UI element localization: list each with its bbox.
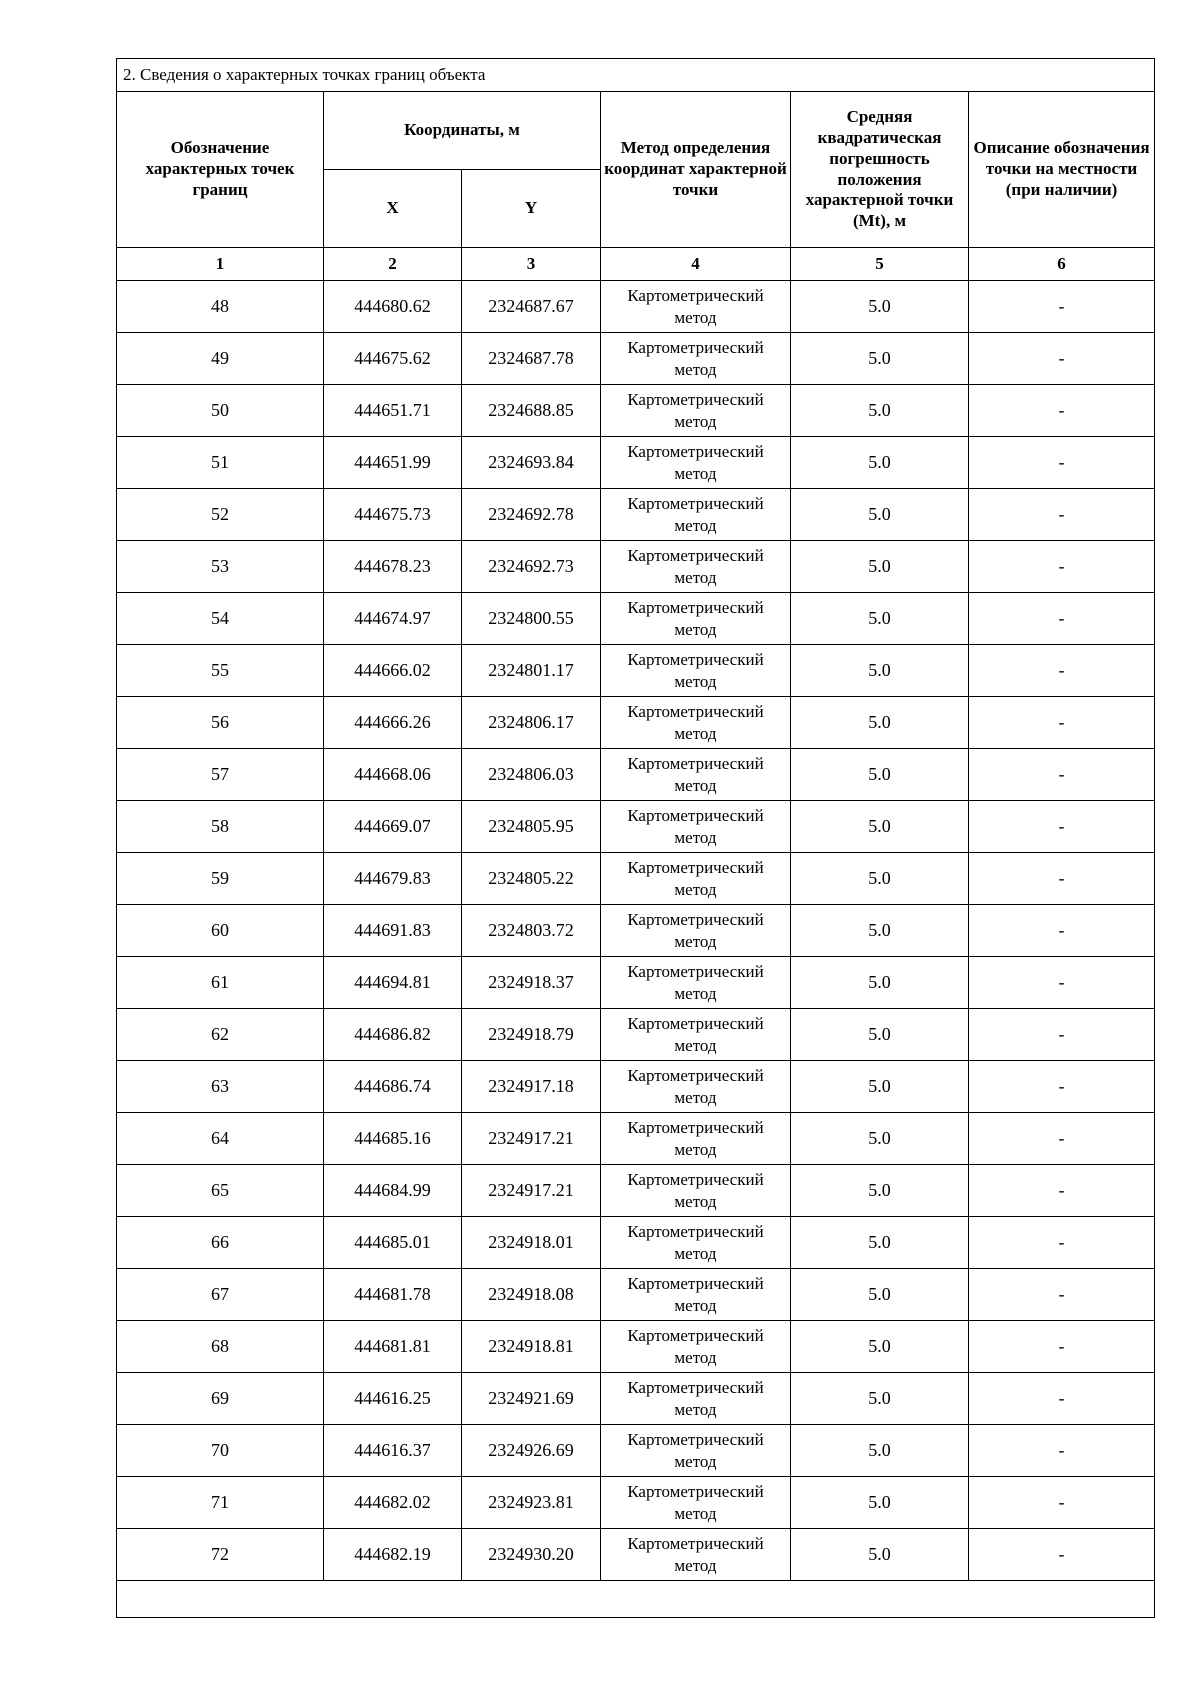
accuracy-cell: 5.0 — [791, 489, 969, 541]
accuracy-cell: 5.0 — [791, 1269, 969, 1321]
description-cell: - — [969, 801, 1155, 853]
x-cell: 444616.25 — [324, 1373, 462, 1425]
method-cell: Картометрический метод — [601, 1269, 791, 1321]
x-cell: 444674.97 — [324, 593, 462, 645]
table-footer-row — [117, 1581, 1155, 1618]
y-cell: 2324687.78 — [462, 333, 601, 385]
method-cell: Картометрический метод — [601, 1477, 791, 1529]
y-cell: 2324800.55 — [462, 593, 601, 645]
accuracy-cell: 5.0 — [791, 593, 969, 645]
accuracy-cell: 5.0 — [791, 1477, 969, 1529]
description-cell: - — [969, 541, 1155, 593]
y-cell: 2324801.17 — [462, 645, 601, 697]
description-cell: - — [969, 1269, 1155, 1321]
point-cell: 48 — [117, 281, 324, 333]
point-cell: 54 — [117, 593, 324, 645]
point-cell: 58 — [117, 801, 324, 853]
column-number: 4 — [601, 248, 791, 281]
y-cell: 2324918.79 — [462, 1009, 601, 1061]
method-cell: Картометрический метод — [601, 749, 791, 801]
description-cell: - — [969, 1529, 1155, 1581]
y-cell: 2324803.72 — [462, 905, 601, 957]
point-cell: 70 — [117, 1425, 324, 1477]
column-number: 5 — [791, 248, 969, 281]
x-cell: 444680.62 — [324, 281, 462, 333]
x-cell: 444681.78 — [324, 1269, 462, 1321]
x-cell: 444685.01 — [324, 1217, 462, 1269]
table-row — [117, 957, 1155, 1009]
accuracy-cell: 5.0 — [791, 1217, 969, 1269]
accuracy-cell: 5.0 — [791, 1529, 969, 1581]
accuracy-cell: 5.0 — [791, 1373, 969, 1425]
description-cell: - — [969, 1373, 1155, 1425]
method-cell: Картометрический метод — [601, 1373, 791, 1425]
table-row — [117, 801, 1155, 853]
table-row — [117, 489, 1155, 541]
method-cell: Картометрический метод — [601, 645, 791, 697]
header-description: Описание обозначения точки на местности (при наличии) — [969, 92, 1155, 248]
accuracy-cell: 5.0 — [791, 1061, 969, 1113]
table-row — [117, 749, 1155, 801]
method-cell: Картометрический метод — [601, 697, 791, 749]
point-cell: 49 — [117, 333, 324, 385]
point-cell: 62 — [117, 1009, 324, 1061]
point-cell: 59 — [117, 853, 324, 905]
x-cell: 444669.07 — [324, 801, 462, 853]
point-cell: 69 — [117, 1373, 324, 1425]
point-cell: 71 — [117, 1477, 324, 1529]
description-cell: - — [969, 593, 1155, 645]
method-cell: Картометрический метод — [601, 593, 791, 645]
table-row — [117, 697, 1155, 749]
description-cell: - — [969, 749, 1155, 801]
y-cell: 2324921.69 — [462, 1373, 601, 1425]
method-cell: Картометрический метод — [601, 853, 791, 905]
point-cell: 63 — [117, 1061, 324, 1113]
point-cell: 61 — [117, 957, 324, 1009]
document-sheet — [116, 58, 1154, 1618]
x-cell: 444681.81 — [324, 1321, 462, 1373]
column-number: 6 — [969, 248, 1155, 281]
y-cell: 2324917.21 — [462, 1165, 601, 1217]
description-cell: - — [969, 489, 1155, 541]
x-cell: 444694.81 — [324, 957, 462, 1009]
column-number: 2 — [324, 248, 462, 281]
method-cell: Картометрический метод — [601, 1529, 791, 1581]
x-cell: 444686.74 — [324, 1061, 462, 1113]
point-cell: 51 — [117, 437, 324, 489]
table-row — [117, 1477, 1155, 1529]
description-cell: - — [969, 1113, 1155, 1165]
accuracy-cell: 5.0 — [791, 1009, 969, 1061]
table-row — [117, 593, 1155, 645]
column-number-row — [117, 248, 1155, 281]
description-cell: - — [969, 905, 1155, 957]
header-accuracy: Средняя квадратическая погрешность положения характерной точки (Mt), м — [791, 92, 969, 248]
method-cell: Картометрический метод — [601, 489, 791, 541]
point-cell: 66 — [117, 1217, 324, 1269]
description-cell: - — [969, 1425, 1155, 1477]
header-point-label: Обозначение характерных точек границ — [117, 92, 324, 248]
x-cell: 444682.19 — [324, 1529, 462, 1581]
accuracy-cell: 5.0 — [791, 541, 969, 593]
header-coordinates: Координаты, м — [324, 92, 601, 170]
column-number: 3 — [462, 248, 601, 281]
method-cell: Картометрический метод — [601, 957, 791, 1009]
method-cell: Картометрический метод — [601, 1165, 791, 1217]
accuracy-cell: 5.0 — [791, 1425, 969, 1477]
method-cell: Картометрический метод — [601, 437, 791, 489]
description-cell: - — [969, 1477, 1155, 1529]
accuracy-cell: 5.0 — [791, 905, 969, 957]
method-cell: Картометрический метод — [601, 385, 791, 437]
y-cell: 2324930.20 — [462, 1529, 601, 1581]
x-cell: 444675.73 — [324, 489, 462, 541]
x-cell: 444675.62 — [324, 333, 462, 385]
point-cell: 64 — [117, 1113, 324, 1165]
description-cell: - — [969, 281, 1155, 333]
table-row — [117, 1529, 1155, 1581]
x-cell: 444686.82 — [324, 1009, 462, 1061]
table-header — [117, 59, 1155, 281]
table-row — [117, 541, 1155, 593]
description-cell: - — [969, 853, 1155, 905]
x-cell: 444678.23 — [324, 541, 462, 593]
accuracy-cell: 5.0 — [791, 1165, 969, 1217]
table-row — [117, 1425, 1155, 1477]
table-row — [117, 853, 1155, 905]
x-cell: 444666.26 — [324, 697, 462, 749]
x-cell: 444684.99 — [324, 1165, 462, 1217]
point-cell: 60 — [117, 905, 324, 957]
accuracy-cell: 5.0 — [791, 437, 969, 489]
method-cell: Картометрический метод — [601, 333, 791, 385]
table-row — [117, 385, 1155, 437]
method-cell: Картометрический метод — [601, 905, 791, 957]
table-row — [117, 1373, 1155, 1425]
y-cell: 2324917.21 — [462, 1113, 601, 1165]
point-cell: 68 — [117, 1321, 324, 1373]
method-cell: Картометрический метод — [601, 1061, 791, 1113]
header-row-top — [117, 92, 1155, 170]
y-cell: 2324805.22 — [462, 853, 601, 905]
method-cell: Картометрический метод — [601, 801, 791, 853]
table-row — [117, 333, 1155, 385]
method-cell: Картометрический метод — [601, 1217, 791, 1269]
accuracy-cell: 5.0 — [791, 697, 969, 749]
header-y: Y — [462, 170, 601, 248]
accuracy-cell: 5.0 — [791, 281, 969, 333]
description-cell: - — [969, 1009, 1155, 1061]
method-cell: Картометрический метод — [601, 1425, 791, 1477]
accuracy-cell: 5.0 — [791, 853, 969, 905]
accuracy-cell: 5.0 — [791, 749, 969, 801]
y-cell: 2324918.37 — [462, 957, 601, 1009]
method-cell: Картометрический метод — [601, 1321, 791, 1373]
table-body — [117, 281, 1155, 1618]
point-cell: 50 — [117, 385, 324, 437]
y-cell: 2324692.78 — [462, 489, 601, 541]
point-cell: 56 — [117, 697, 324, 749]
description-cell: - — [969, 1165, 1155, 1217]
table-row — [117, 437, 1155, 489]
description-cell: - — [969, 1217, 1155, 1269]
x-cell: 444685.16 — [324, 1113, 462, 1165]
section-title: 2. Сведения о характерных точках границ объекта — [117, 59, 1155, 92]
x-cell: 444691.83 — [324, 905, 462, 957]
boundary-points-table — [116, 58, 1155, 1618]
section-title-row — [117, 59, 1155, 92]
y-cell: 2324688.85 — [462, 385, 601, 437]
y-cell: 2324918.01 — [462, 1217, 601, 1269]
header-x: X — [324, 170, 462, 248]
accuracy-cell: 5.0 — [791, 801, 969, 853]
description-cell: - — [969, 697, 1155, 749]
table-row — [117, 1009, 1155, 1061]
point-cell: 55 — [117, 645, 324, 697]
point-cell: 72 — [117, 1529, 324, 1581]
accuracy-cell: 5.0 — [791, 645, 969, 697]
table-row — [117, 1061, 1155, 1113]
x-cell: 444668.06 — [324, 749, 462, 801]
y-cell: 2324806.03 — [462, 749, 601, 801]
accuracy-cell: 5.0 — [791, 1113, 969, 1165]
y-cell: 2324917.18 — [462, 1061, 601, 1113]
table-row — [117, 281, 1155, 333]
y-cell: 2324692.73 — [462, 541, 601, 593]
y-cell: 2324687.67 — [462, 281, 601, 333]
table-footer-cell — [117, 1581, 1155, 1618]
description-cell: - — [969, 333, 1155, 385]
accuracy-cell: 5.0 — [791, 1321, 969, 1373]
x-cell: 444651.71 — [324, 385, 462, 437]
description-cell: - — [969, 437, 1155, 489]
point-cell: 67 — [117, 1269, 324, 1321]
x-cell: 444679.83 — [324, 853, 462, 905]
table-row — [117, 1165, 1155, 1217]
y-cell: 2324923.81 — [462, 1477, 601, 1529]
description-cell: - — [969, 1321, 1155, 1373]
y-cell: 2324806.17 — [462, 697, 601, 749]
table-row — [117, 1269, 1155, 1321]
method-cell: Картометрический метод — [601, 281, 791, 333]
table-row — [117, 645, 1155, 697]
method-cell: Картометрический метод — [601, 1113, 791, 1165]
accuracy-cell: 5.0 — [791, 957, 969, 1009]
accuracy-cell: 5.0 — [791, 385, 969, 437]
x-cell: 444682.02 — [324, 1477, 462, 1529]
y-cell: 2324918.08 — [462, 1269, 601, 1321]
y-cell: 2324926.69 — [462, 1425, 601, 1477]
x-cell: 444616.37 — [324, 1425, 462, 1477]
method-cell: Картометрический метод — [601, 1009, 791, 1061]
y-cell: 2324693.84 — [462, 437, 601, 489]
column-number: 1 — [117, 248, 324, 281]
description-cell: - — [969, 385, 1155, 437]
method-cell: Картометрический метод — [601, 541, 791, 593]
y-cell: 2324805.95 — [462, 801, 601, 853]
table-row — [117, 1321, 1155, 1373]
x-cell: 444666.02 — [324, 645, 462, 697]
description-cell: - — [969, 957, 1155, 1009]
point-cell: 52 — [117, 489, 324, 541]
y-cell: 2324918.81 — [462, 1321, 601, 1373]
header-method: Метод определения координат характерной точки — [601, 92, 791, 248]
table-row — [117, 905, 1155, 957]
point-cell: 53 — [117, 541, 324, 593]
description-cell: - — [969, 1061, 1155, 1113]
point-cell: 65 — [117, 1165, 324, 1217]
point-cell: 57 — [117, 749, 324, 801]
accuracy-cell: 5.0 — [791, 333, 969, 385]
table-row — [117, 1217, 1155, 1269]
x-cell: 444651.99 — [324, 437, 462, 489]
description-cell: - — [969, 645, 1155, 697]
table-row — [117, 1113, 1155, 1165]
